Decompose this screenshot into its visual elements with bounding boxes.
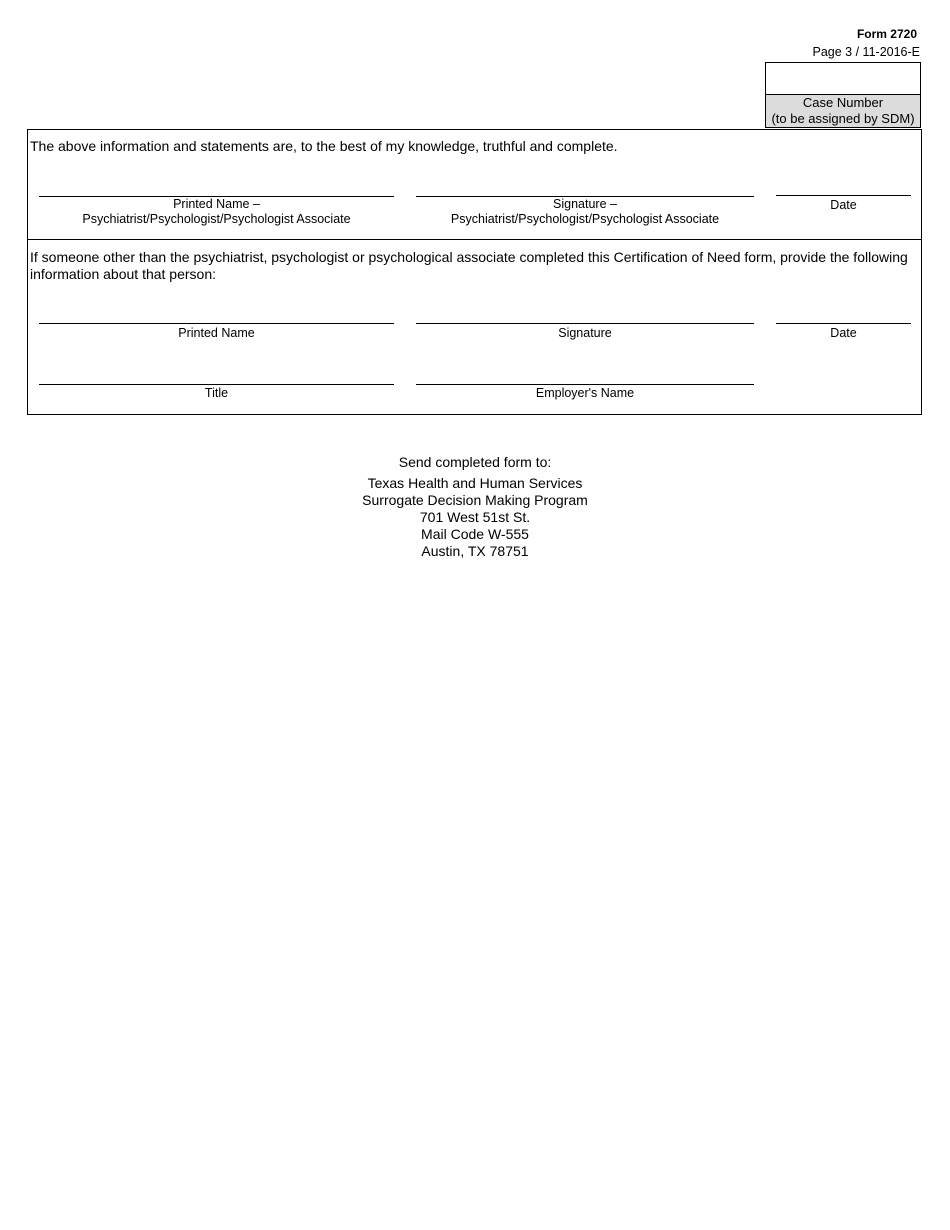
section-divider (27, 239, 922, 240)
address-line: Surrogate Decision Making Program (362, 492, 588, 508)
professional-date-caption: Date (830, 198, 857, 212)
professional-signature-caption-line2: Psychiatrist/Psychologist/Psychologist Associate (450, 212, 720, 226)
case-number-label-line2: (to be assigned by SDM) (771, 111, 915, 126)
preparer-title-caption: Title (204, 386, 229, 400)
preparer-signature-line (416, 323, 754, 324)
preparer-date-line (776, 323, 911, 324)
preparer-employer-field[interactable] (416, 364, 754, 384)
professional-printed-name-caption-line1: Printed Name – (173, 197, 260, 211)
preparer-date-caption: Date (830, 326, 857, 340)
preparer-printed-name-field[interactable] (39, 303, 394, 323)
case-number-label (766, 95, 920, 127)
professional-printed-name-caption-line2: Psychiatrist/Psychologist/Psychologist Associate (82, 212, 351, 226)
preparer-employer-caption: Employer's Name (535, 386, 635, 400)
professional-signature-caption-line1: Signature – (553, 197, 617, 211)
case-number-input[interactable] (766, 63, 920, 95)
page-info: Page 3 / 11-2016-E (812, 45, 920, 59)
form-number: Form 2720 (856, 27, 917, 41)
professional-signature-field[interactable] (416, 176, 754, 196)
professional-date-line (776, 195, 911, 196)
case-number-label-line1: Case Number (802, 95, 884, 110)
other-preparer-statement: If someone other than the psychiatrist, psychologist or psychological associate completed this Certification of Need form, provide the following information about that person: (30, 249, 908, 282)
preparer-signature-caption: Signature (558, 326, 612, 340)
preparer-title-line (39, 384, 394, 385)
professional-signature-caption (416, 197, 754, 227)
address-line: Mail Code W-555 (421, 526, 529, 542)
preparer-title-field[interactable] (39, 364, 394, 384)
mailing-address (0, 475, 950, 560)
address-line: 701 West 51st St. (419, 509, 531, 525)
address-line: Texas Health and Human Services (367, 475, 583, 491)
send-to-heading: Send completed form to: (398, 454, 552, 470)
preparer-employer-line (416, 384, 754, 385)
professional-date-field[interactable] (776, 175, 911, 195)
certification-statement: The above information and statements are, to the best of my knowledge, truthful and complete. (30, 138, 618, 154)
preparer-printed-name-caption: Printed Name (178, 326, 255, 340)
case-number-box (765, 62, 921, 128)
preparer-date-field[interactable] (776, 303, 911, 323)
address-line: Austin, TX 78751 (421, 543, 529, 559)
preparer-signature-field[interactable] (416, 303, 754, 323)
professional-printed-name-field[interactable] (39, 176, 394, 196)
professional-printed-name-caption (39, 197, 394, 227)
preparer-printed-name-line (39, 323, 394, 324)
